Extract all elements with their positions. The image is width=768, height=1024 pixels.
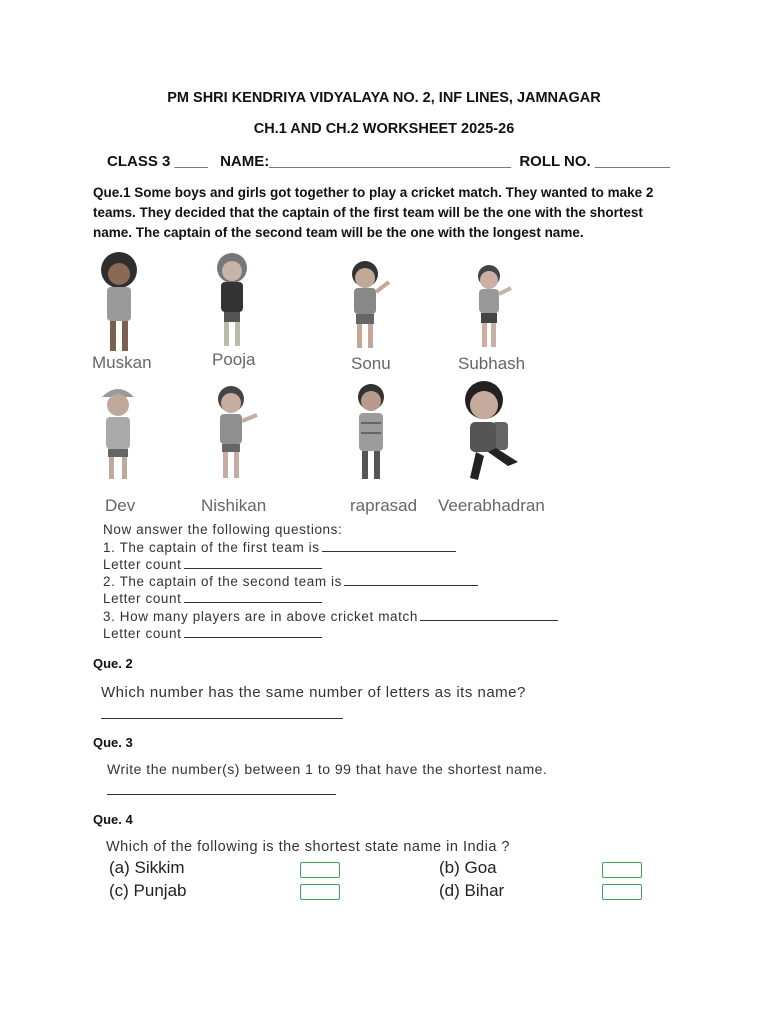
child-name-sonu: Sonu [351, 354, 391, 373]
q1-question-3-text: 3. How many players are in above cricket match [103, 609, 418, 624]
child-veerabhadran-image [458, 378, 528, 488]
question-2-label: Que. 2 [93, 656, 133, 671]
q1-question-1 [103, 540, 456, 555]
q1-letter-count-3-label: Letter count [103, 626, 182, 641]
option-c-label: (c) Punjab [109, 881, 187, 900]
child-name-pooja: Pooja [212, 350, 256, 369]
q1-letter-count-2-blank[interactable] [184, 602, 322, 603]
child-name-dev: Dev [105, 496, 136, 515]
class-label: CLASS 3 ____ [107, 153, 208, 170]
child-subhash-image [473, 262, 515, 352]
child-name-raprasad: raprasad [350, 496, 418, 515]
child-muskan-image [95, 250, 143, 355]
question-3-text: Write the number(s) between 1 to 99 that have the shortest name. [107, 761, 548, 777]
question-4-text: Which of the following is the shortest state name in India ? [106, 839, 510, 855]
option-a-checkbox[interactable] [300, 862, 340, 878]
question-2-answer-line[interactable] [101, 718, 343, 719]
q1-answer-2-blank[interactable] [344, 585, 478, 586]
child-sonu-image [345, 258, 395, 353]
q1-letter-count-1-label: Letter count [103, 557, 182, 572]
child-name-muskan: Muskan [92, 353, 152, 372]
q1-answer-1-blank[interactable] [322, 551, 456, 552]
worksheet-title: CH.1 AND CH.2 WORKSHEET 2025-26 [253, 121, 515, 137]
roll-label: ROLL NO. _________ [519, 153, 670, 170]
q1-question-3 [103, 609, 558, 624]
q1-letter-count-1 [103, 557, 322, 572]
option-b-checkbox[interactable] [602, 862, 642, 878]
q1-question-2-text: 2. The captain of the second team is [103, 574, 342, 589]
option-b-label: (b) Goa [439, 858, 497, 877]
child-name-nishikan: Nishikan [201, 496, 267, 515]
option-d-label: (d) Bihar [439, 881, 505, 900]
question-3-answer-line[interactable] [107, 794, 336, 795]
q1-letter-count-1-blank[interactable] [184, 568, 322, 569]
question-3-label: Que. 3 [93, 735, 133, 750]
q1-intro: Now answer the following questions: [103, 522, 343, 537]
q1-letter-count-2 [103, 591, 322, 606]
child-name-veerabhadran: Veerabhadran [438, 496, 545, 515]
question-4-label: Que. 4 [93, 812, 133, 827]
q1-question-1-text: 1. The captain of the first team is [103, 540, 320, 555]
q1-question-2 [103, 574, 478, 589]
child-dev-image [98, 383, 138, 483]
name-label: NAME:_____________________________ [220, 153, 512, 170]
question-1-text: Que.1 Some boys and girls got together to play a cricket match. They wanted to make 2 teams. They decided that the captain of the first team will be the one with the shortest name. The captain of the second team will be the one with the longest name. [93, 185, 654, 240]
child-nishikan-image [213, 383, 263, 483]
school-title: PM SHRI KENDRIYA VIDYALAYA NO. 2, INF LINES, JAMNAGAR [167, 90, 601, 106]
child-raprasad-image [352, 381, 390, 486]
option-c-checkbox[interactable] [300, 884, 340, 900]
child-name-subhash: Subhash [458, 354, 526, 373]
q1-answer-3-blank[interactable] [420, 620, 558, 621]
class-field [107, 153, 670, 170]
child-pooja-image [212, 250, 252, 350]
option-d-checkbox[interactable] [602, 884, 642, 900]
q1-letter-count-3-blank[interactable] [184, 637, 322, 638]
question-2-text: Which number has the same number of letters as its name? [101, 684, 526, 701]
option-a-label: (a) Sikkim [109, 858, 185, 877]
q1-letter-count-3 [103, 626, 322, 641]
q1-letter-count-2-label: Letter count [103, 591, 182, 606]
